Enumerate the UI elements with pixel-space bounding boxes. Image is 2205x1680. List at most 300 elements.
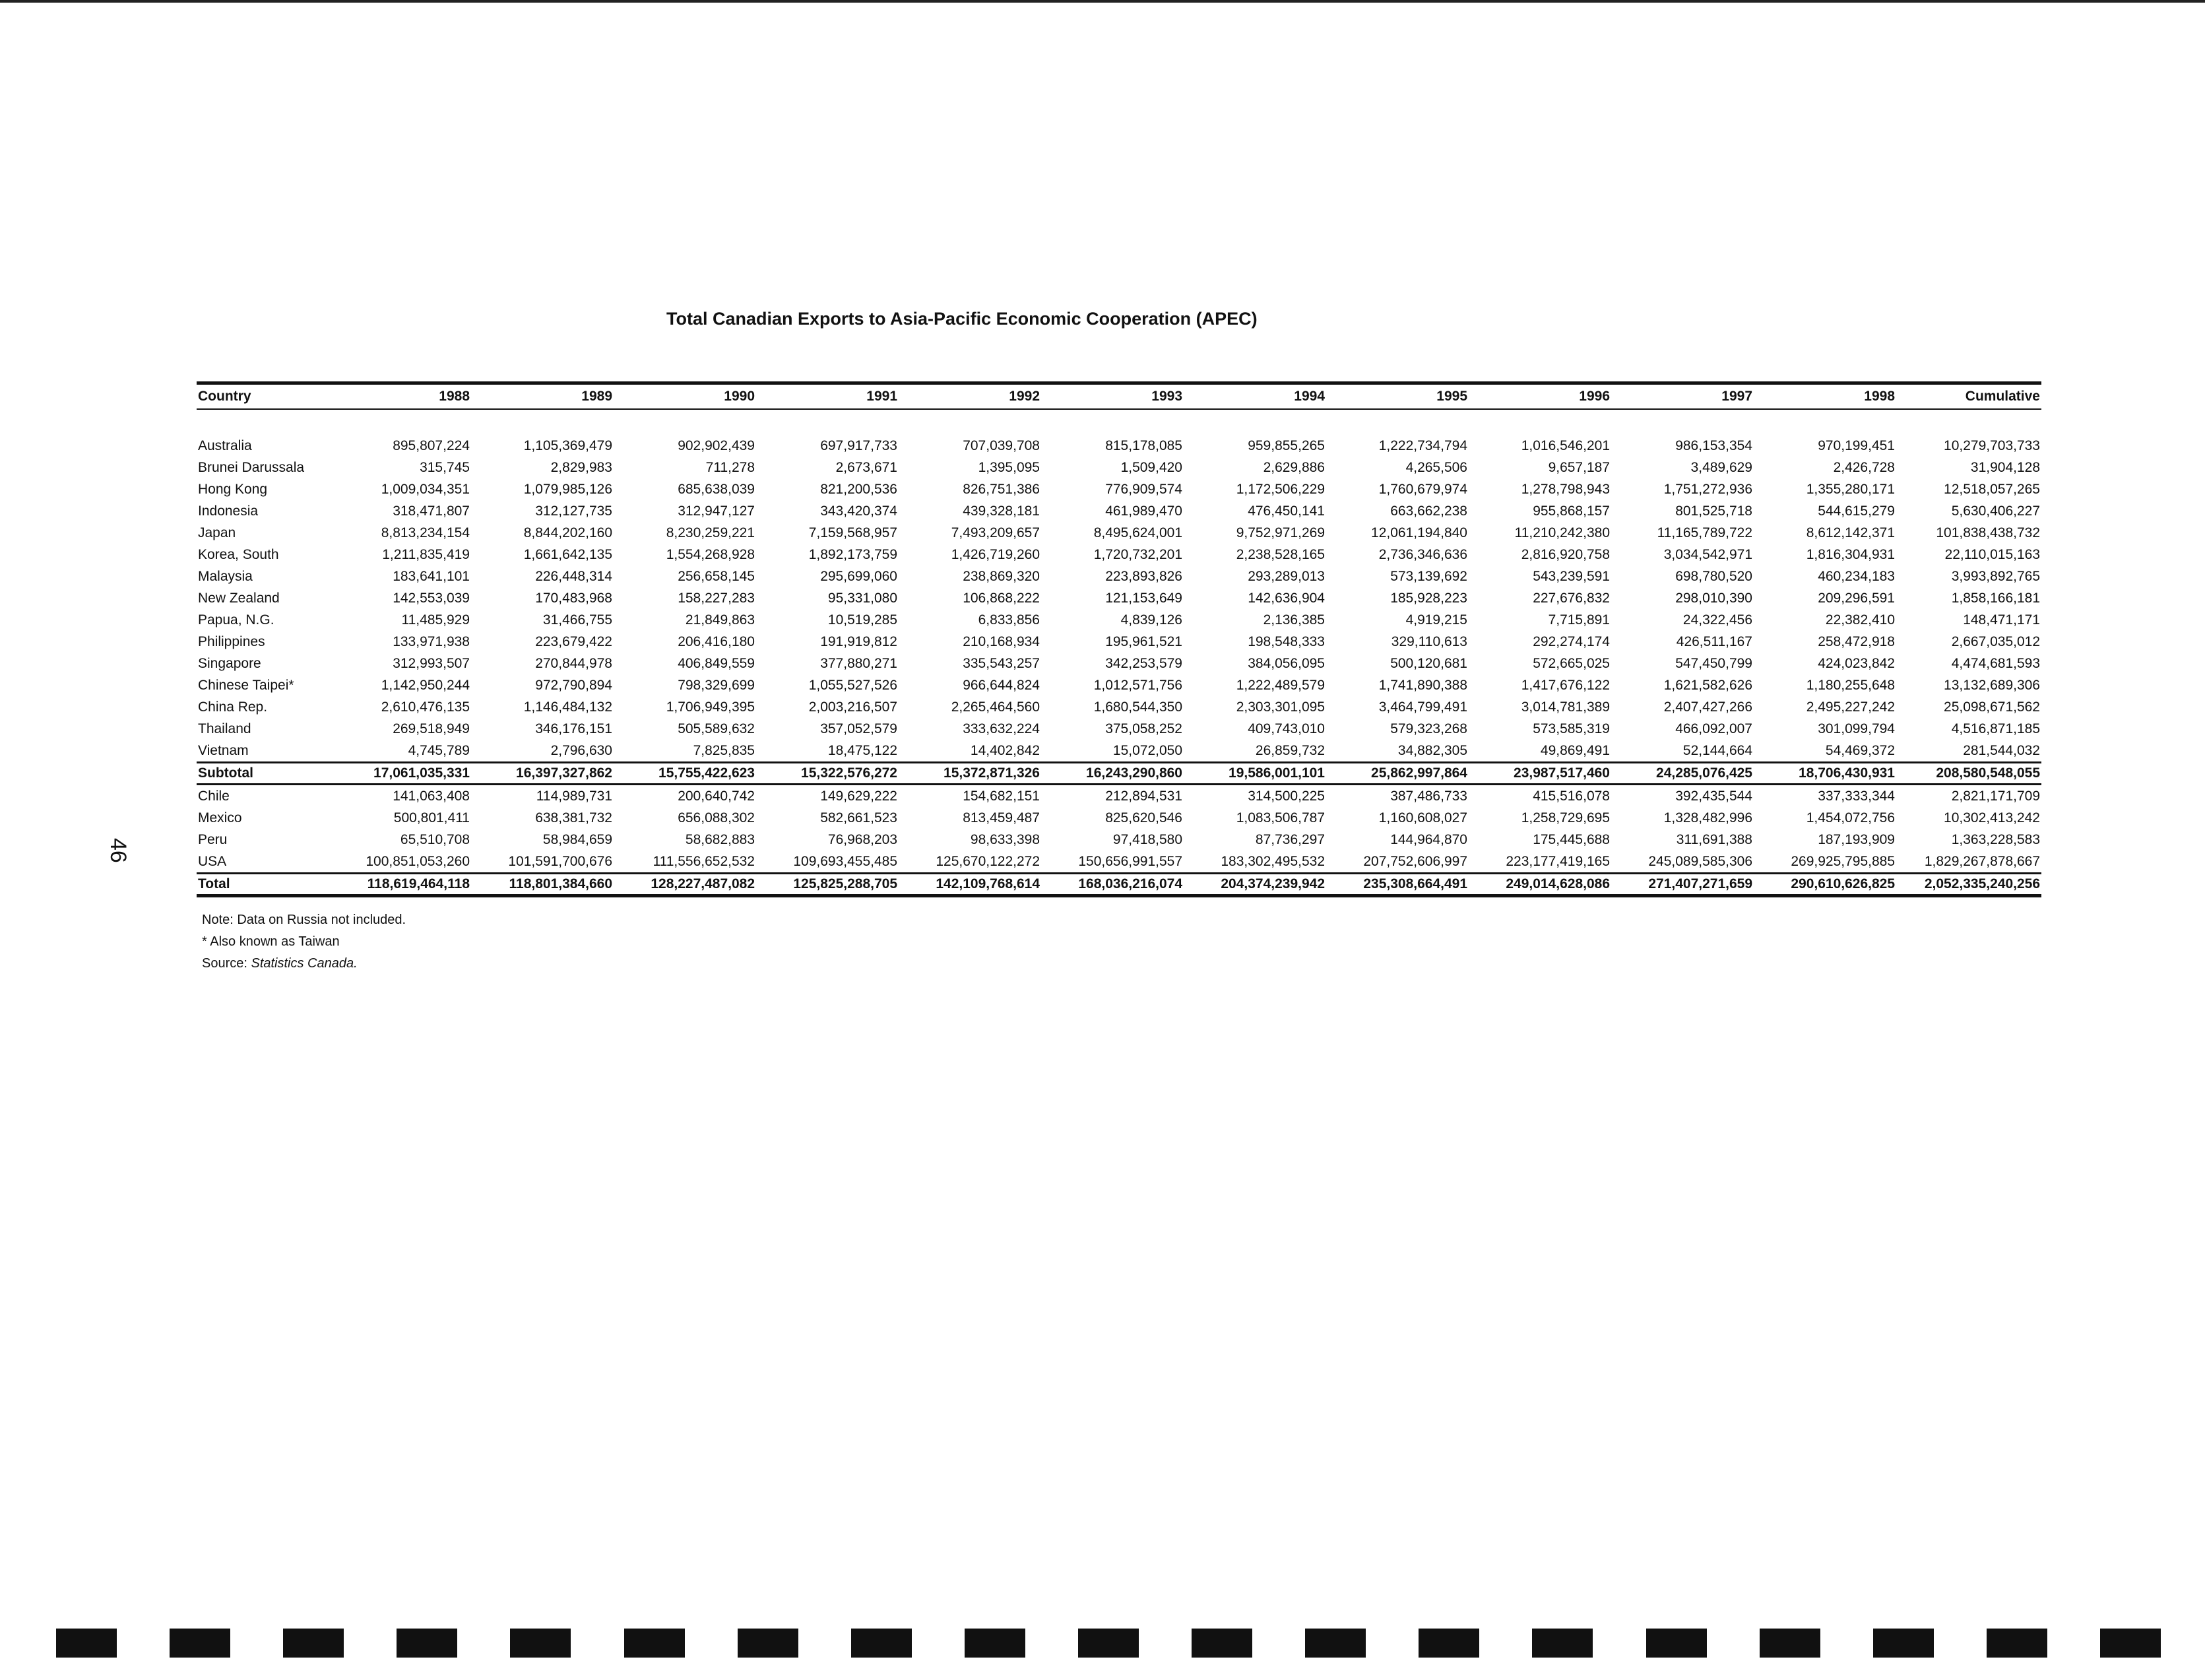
value-cell: 573,139,692: [1390, 568, 1467, 584]
value-cell: 1,222,489,579: [1236, 677, 1325, 693]
value-cell: 12,518,057,265: [1944, 481, 2040, 497]
value-cell: 15,372,871,326: [899, 763, 1041, 785]
value-cell: 415,516,078: [1533, 788, 1610, 804]
value-cell: 16,397,327,862: [471, 763, 614, 785]
value-cell: 312,127,735: [535, 503, 612, 519]
country-cell: Philippines: [198, 633, 265, 649]
value-cell: 1,680,544,350: [1093, 699, 1182, 715]
value-cell: 195,961,521: [1105, 633, 1182, 649]
value-cell: 711,278: [705, 459, 755, 475]
page-title: Total Canadian Exports to Asia-Pacific Economic Cooperation (APEC): [666, 309, 1258, 329]
registration-mark: [170, 1629, 230, 1658]
value-cell: 281,544,032: [1963, 742, 2040, 758]
table-row: [197, 674, 2041, 696]
registration-mark: [738, 1629, 798, 1658]
value-cell: 238,869,320: [963, 568, 1040, 584]
value-cell: 98,633,398: [970, 831, 1040, 847]
registration-mark: [1873, 1629, 1934, 1658]
value-cell: 2,736,346,636: [1378, 546, 1467, 562]
registration-mark: [2100, 1629, 2161, 1658]
registration-mark: [1987, 1629, 2047, 1658]
value-cell: 97,418,580: [1112, 831, 1182, 847]
registration-mark: [1078, 1629, 1139, 1658]
value-cell: 209,296,591: [1818, 590, 1895, 606]
country-cell: Total: [197, 874, 329, 896]
value-cell: 49,869,491: [1540, 742, 1610, 758]
value-cell: 2,829,983: [550, 459, 612, 475]
value-cell: 269,925,795,885: [1791, 853, 1895, 869]
registration-mark: [56, 1629, 117, 1658]
total-row: [197, 874, 2041, 896]
value-cell: 200,640,742: [678, 788, 755, 804]
value-cell: 959,855,265: [1248, 437, 1325, 453]
value-cell: 342,253,579: [1105, 655, 1182, 671]
value-cell: 972,790,894: [535, 677, 612, 693]
value-cell: 293,289,013: [1248, 568, 1325, 584]
value-cell: 970,199,451: [1818, 437, 1895, 453]
page-number: 46: [106, 838, 131, 863]
registration-mark: [397, 1629, 457, 1658]
value-cell: 298,010,390: [1675, 590, 1752, 606]
value-cell: 813,459,487: [963, 810, 1040, 825]
value-cell: 685,638,039: [678, 481, 755, 497]
value-cell: 142,109,768,614: [899, 874, 1041, 896]
country-cell: Vietnam: [198, 742, 249, 758]
value-cell: 384,056,095: [1248, 655, 1325, 671]
value-cell: 476,450,141: [1248, 503, 1325, 519]
value-cell: 1,105,369,479: [523, 437, 612, 453]
value-cell: 697,917,733: [820, 437, 897, 453]
value-cell: 24,322,456: [1682, 612, 1752, 628]
value-cell: 101,838,438,732: [1936, 525, 2040, 540]
value-cell: 208,580,548,055: [1896, 763, 2041, 785]
value-cell: 439,328,181: [963, 503, 1040, 519]
source-label: Source:: [202, 956, 251, 971]
value-cell: 3,014,781,389: [1521, 699, 1610, 715]
value-cell: 656,088,302: [678, 810, 755, 825]
note-russia: Note: Data on Russia not included.: [202, 913, 406, 927]
source-name: Statistics Canada.: [251, 956, 358, 971]
value-cell: 150,656,991,557: [1078, 853, 1182, 869]
exports-table-container: [197, 381, 2041, 897]
value-cell: 295,699,060: [820, 568, 897, 584]
country-cell: Singapore: [198, 655, 261, 671]
registration-mark: [510, 1629, 571, 1658]
value-cell: 9,657,187: [1548, 459, 1610, 475]
value-cell: 826,751,386: [963, 481, 1040, 497]
value-cell: 21,849,863: [685, 612, 755, 628]
value-cell: 118,619,464,118: [329, 874, 471, 896]
table-row: [197, 565, 2041, 587]
value-cell: 895,807,224: [393, 437, 470, 453]
value-cell: 1,172,506,229: [1236, 481, 1325, 497]
value-cell: 3,993,892,765: [1951, 568, 2040, 584]
column-header-1996: 1996: [1469, 383, 1611, 410]
value-cell: 638,381,732: [535, 810, 612, 825]
value-cell: 158,227,283: [678, 590, 755, 606]
value-cell: 25,862,997,864: [1326, 763, 1469, 785]
value-cell: 16,243,290,860: [1041, 763, 1184, 785]
value-cell: 392,435,544: [1675, 788, 1752, 804]
value-cell: 337,333,344: [1818, 788, 1895, 804]
value-cell: 1,055,527,526: [808, 677, 897, 693]
value-cell: 2,303,301,095: [1236, 699, 1325, 715]
country-cell: Peru: [198, 831, 228, 847]
value-cell: 500,120,681: [1390, 655, 1467, 671]
value-cell: 1,621,582,626: [1663, 677, 1752, 693]
value-cell: 101,591,700,676: [508, 853, 612, 869]
value-cell: 4,745,789: [408, 742, 470, 758]
value-cell: 409,743,010: [1248, 721, 1325, 736]
value-cell: 25,098,671,562: [1944, 699, 2040, 715]
value-cell: 125,670,122,272: [936, 853, 1040, 869]
value-cell: 10,302,413,242: [1944, 810, 2040, 825]
value-cell: 2,796,630: [550, 742, 612, 758]
value-cell: 1,858,166,181: [1951, 590, 2040, 606]
registration-mark: [1305, 1629, 1366, 1658]
column-header-1990: 1990: [614, 383, 756, 410]
registration-mark: [283, 1629, 344, 1658]
column-header-cumulative: Cumulative: [1896, 383, 2041, 410]
registration-mark: [965, 1629, 1025, 1658]
value-cell: 2,426,728: [1833, 459, 1895, 475]
value-cell: 31,466,755: [542, 612, 612, 628]
value-cell: 2,136,385: [1263, 612, 1325, 628]
value-cell: 227,676,832: [1533, 590, 1610, 606]
value-cell: 210,168,934: [963, 633, 1040, 649]
country-cell: Malaysia: [198, 568, 253, 584]
table-row: [197, 829, 2041, 851]
value-cell: 19,586,001,101: [1184, 763, 1326, 785]
value-cell: 1,760,679,974: [1378, 481, 1467, 497]
value-cell: 191,919,812: [820, 633, 897, 649]
column-header-1995: 1995: [1326, 383, 1469, 410]
value-cell: 1,751,272,936: [1663, 481, 1752, 497]
value-cell: 271,407,271,659: [1611, 874, 1754, 896]
value-cell: 226,448,314: [535, 568, 612, 584]
value-cell: 2,238,528,165: [1236, 546, 1325, 562]
value-cell: 572,665,025: [1533, 655, 1610, 671]
value-cell: 500,801,411: [393, 810, 470, 825]
table-row: [197, 740, 2041, 763]
value-cell: 2,052,335,240,256: [1896, 874, 2041, 896]
value-cell: 1,720,732,201: [1093, 546, 1182, 562]
subtotal-row: [197, 763, 2041, 785]
value-cell: 1,892,173,759: [808, 546, 897, 562]
value-cell: 1,211,835,419: [382, 546, 470, 562]
spacer-row: [197, 409, 2041, 435]
value-cell: 1,009,034,351: [381, 481, 470, 497]
country-cell: Brunei Darussala: [198, 459, 305, 475]
value-cell: 2,673,671: [835, 459, 897, 475]
header-row: [197, 383, 2041, 410]
value-cell: 1,222,734,794: [1378, 437, 1467, 453]
value-cell: 4,516,871,185: [1951, 721, 2040, 736]
value-cell: 2,610,476,135: [381, 699, 470, 715]
value-cell: 2,265,464,560: [951, 699, 1040, 715]
value-cell: 185,928,223: [1390, 590, 1467, 606]
value-cell: 466,092,007: [1675, 721, 1752, 736]
value-cell: 34,882,305: [1397, 742, 1467, 758]
value-cell: 12,061,194,840: [1371, 525, 1467, 540]
table-row: [197, 587, 2041, 609]
value-cell: 4,839,126: [1120, 612, 1182, 628]
value-cell: 100,851,053,260: [366, 853, 470, 869]
value-cell: 11,165,789,722: [1657, 525, 1752, 540]
value-cell: 825,620,546: [1105, 810, 1182, 825]
column-header-1992: 1992: [899, 383, 1041, 410]
country-cell: Korea, South: [198, 546, 279, 562]
value-cell: 23,987,517,460: [1469, 763, 1611, 785]
column-header-1988: 1988: [329, 383, 471, 410]
value-cell: 18,475,122: [827, 742, 897, 758]
value-cell: 15,322,576,272: [756, 763, 899, 785]
value-cell: 1,180,255,648: [1806, 677, 1895, 693]
value-cell: 14,402,842: [970, 742, 1040, 758]
value-cell: 1,278,798,943: [1521, 481, 1610, 497]
value-cell: 2,003,216,507: [808, 699, 897, 715]
value-cell: 2,667,035,012: [1951, 633, 2040, 649]
column-header-1997: 1997: [1611, 383, 1754, 410]
value-cell: 183,302,495,532: [1221, 853, 1325, 869]
value-cell: 573,585,319: [1533, 721, 1610, 736]
value-cell: 26,859,732: [1255, 742, 1325, 758]
value-cell: 776,909,574: [1105, 481, 1182, 497]
value-cell: 187,193,909: [1818, 831, 1895, 847]
value-cell: 329,110,613: [1391, 633, 1467, 649]
value-cell: 966,644,824: [963, 677, 1040, 693]
value-cell: 8,495,624,001: [1093, 525, 1182, 540]
value-cell: 9,752,971,269: [1236, 525, 1325, 540]
exports-table: [197, 381, 2041, 897]
value-cell: 128,227,487,082: [614, 874, 756, 896]
note-taiwan: * Also known as Taiwan: [202, 934, 340, 949]
value-cell: 579,323,268: [1390, 721, 1467, 736]
value-cell: 8,844,202,160: [523, 525, 612, 540]
value-cell: 4,919,215: [1405, 612, 1467, 628]
value-cell: 183,641,101: [393, 568, 470, 584]
value-cell: 1,417,676,122: [1521, 677, 1610, 693]
value-cell: 582,661,523: [820, 810, 897, 825]
value-cell: 154,682,151: [963, 788, 1040, 804]
value-cell: 7,825,835: [693, 742, 755, 758]
value-cell: 106,868,222: [963, 590, 1040, 606]
value-cell: 3,034,542,971: [1663, 546, 1752, 562]
value-cell: 547,450,799: [1675, 655, 1752, 671]
value-cell: 207,752,606,997: [1363, 853, 1467, 869]
table-row: [197, 544, 2041, 565]
value-cell: 312,947,127: [678, 503, 755, 519]
value-cell: 7,715,891: [1548, 612, 1610, 628]
value-cell: 22,110,015,163: [1944, 546, 2040, 562]
value-cell: 387,486,733: [1390, 788, 1467, 804]
value-cell: 17,061,035,331: [329, 763, 471, 785]
value-cell: 955,868,157: [1533, 503, 1610, 519]
country-cell: Chile: [198, 788, 230, 804]
country-cell: Hong Kong: [198, 481, 268, 497]
value-cell: 142,553,039: [393, 590, 470, 606]
value-cell: 301,099,794: [1818, 721, 1895, 736]
value-cell: 121,153,649: [1105, 590, 1182, 606]
value-cell: 206,416,180: [678, 633, 755, 649]
value-cell: 1,328,482,996: [1663, 810, 1752, 825]
value-cell: 4,474,681,593: [1951, 655, 2040, 671]
value-cell: 10,519,285: [827, 612, 897, 628]
value-cell: 7,159,568,957: [808, 525, 897, 540]
value-cell: 292,274,174: [1533, 633, 1610, 649]
value-cell: 204,374,239,942: [1184, 874, 1326, 896]
value-cell: 175,445,688: [1533, 831, 1610, 847]
table-row: [197, 653, 2041, 674]
value-cell: 1,426,719,260: [951, 546, 1040, 562]
value-cell: 2,629,886: [1263, 459, 1325, 475]
table-row: [197, 785, 2041, 808]
table-row: [197, 696, 2041, 718]
value-cell: 544,615,279: [1818, 503, 1895, 519]
value-cell: 8,230,259,221: [666, 525, 755, 540]
value-cell: 1,554,268,928: [666, 546, 755, 562]
table-row: [197, 807, 2041, 829]
table-row: [197, 435, 2041, 457]
value-cell: 54,469,372: [1825, 742, 1895, 758]
table-row: [197, 522, 2041, 544]
value-cell: 15,072,050: [1112, 742, 1182, 758]
value-cell: 1,146,484,132: [523, 699, 612, 715]
country-cell: Australia: [198, 437, 252, 453]
table-row: [197, 718, 2041, 740]
value-cell: 111,556,652,532: [653, 853, 755, 869]
value-cell: 245,089,585,306: [1648, 853, 1752, 869]
value-cell: 95,331,080: [827, 590, 897, 606]
value-cell: 1,160,608,027: [1378, 810, 1467, 825]
value-cell: 290,610,626,825: [1754, 874, 1896, 896]
value-cell: 223,177,419,165: [1506, 853, 1610, 869]
value-cell: 148,471,171: [1963, 612, 2040, 628]
value-cell: 76,968,203: [827, 831, 897, 847]
table-body: [197, 409, 2041, 896]
column-header-1994: 1994: [1184, 383, 1326, 410]
value-cell: 133,971,938: [393, 633, 470, 649]
value-cell: 1,142,950,244: [381, 677, 470, 693]
column-header-1991: 1991: [756, 383, 899, 410]
table-row: [197, 631, 2041, 653]
value-cell: 1,079,985,126: [523, 481, 612, 497]
source-note: [202, 953, 406, 975]
value-cell: 52,144,664: [1682, 742, 1752, 758]
table-header: [197, 383, 2041, 410]
value-cell: 3,489,629: [1690, 459, 1752, 475]
value-cell: 1,016,546,201: [1521, 437, 1610, 453]
value-cell: 311,691,388: [1676, 831, 1752, 847]
value-cell: 801,525,718: [1675, 503, 1752, 519]
value-cell: 3,464,799,491: [1378, 699, 1467, 715]
country-cell: Japan: [198, 525, 236, 540]
value-cell: 707,039,708: [963, 437, 1040, 453]
value-cell: 22,382,410: [1825, 612, 1895, 628]
value-cell: 1,661,642,135: [523, 546, 612, 562]
value-cell: 461,989,470: [1105, 503, 1182, 519]
value-cell: 1,258,729,695: [1521, 810, 1610, 825]
value-cell: 1,363,228,583: [1951, 831, 2040, 847]
registration-mark: [624, 1629, 685, 1658]
value-cell: 141,063,408: [393, 788, 470, 804]
value-cell: 343,420,374: [820, 503, 897, 519]
value-cell: 1,012,571,756: [1093, 677, 1182, 693]
value-cell: 314,500,225: [1248, 788, 1325, 804]
value-cell: 31,904,128: [1970, 459, 2040, 475]
country-cell: USA: [198, 853, 227, 869]
value-cell: 1,395,095: [978, 459, 1040, 475]
value-cell: 270,844,978: [535, 655, 612, 671]
country-cell: New Zealand: [198, 590, 280, 606]
country-cell: China Rep.: [198, 699, 268, 715]
value-cell: 149,629,222: [820, 788, 897, 804]
value-cell: 318,471,807: [393, 503, 470, 519]
registration-mark: [1419, 1629, 1479, 1658]
value-cell: 2,816,920,758: [1521, 546, 1610, 562]
value-cell: 58,984,659: [542, 831, 612, 847]
value-cell: 58,682,883: [685, 831, 755, 847]
value-cell: 346,176,151: [535, 721, 612, 736]
value-cell: 170,483,968: [535, 590, 612, 606]
table-row: [197, 457, 2041, 478]
value-cell: 460,234,183: [1818, 568, 1895, 584]
value-cell: 256,658,145: [678, 568, 755, 584]
table-row: [197, 478, 2041, 500]
country-cell: Papua, N.G.: [198, 612, 274, 628]
table-row: [197, 500, 2041, 522]
spacer-cell: [197, 409, 2041, 435]
value-cell: 375,058,252: [1105, 721, 1182, 736]
value-cell: 15,755,422,623: [614, 763, 756, 785]
value-cell: 249,014,628,086: [1469, 874, 1611, 896]
column-header-1989: 1989: [471, 383, 614, 410]
value-cell: 333,632,224: [963, 721, 1040, 736]
top-border-rule: [0, 0, 2205, 3]
value-cell: 168,036,216,074: [1041, 874, 1184, 896]
value-cell: 815,178,085: [1105, 437, 1182, 453]
value-cell: 118,801,384,660: [471, 874, 614, 896]
value-cell: 13,132,689,306: [1944, 677, 2040, 693]
value-cell: 663,662,238: [1390, 503, 1467, 519]
value-cell: 1,706,949,395: [666, 699, 755, 715]
value-cell: 505,589,632: [678, 721, 755, 736]
value-cell: 698,780,520: [1675, 568, 1752, 584]
table-row: [197, 609, 2041, 631]
value-cell: 11,485,929: [401, 612, 470, 628]
country-cell: Thailand: [198, 721, 251, 736]
value-cell: 24,285,076,425: [1611, 763, 1754, 785]
value-cell: 1,741,890,388: [1378, 677, 1467, 693]
registration-mark: [1760, 1629, 1820, 1658]
value-cell: 7,493,209,657: [951, 525, 1040, 540]
country-cell: Indonesia: [198, 503, 259, 519]
value-cell: 2,821,171,709: [1951, 788, 2040, 804]
value-cell: 406,849,559: [678, 655, 755, 671]
value-cell: 902,902,439: [678, 437, 755, 453]
value-cell: 543,239,591: [1533, 568, 1610, 584]
registration-mark: [1646, 1629, 1707, 1658]
value-cell: 8,612,142,371: [1806, 525, 1895, 540]
value-cell: 2,495,227,242: [1806, 699, 1895, 715]
value-cell: 144,964,870: [1390, 831, 1467, 847]
value-cell: 258,472,918: [1818, 633, 1895, 649]
value-cell: 11,210,242,380: [1514, 525, 1610, 540]
value-cell: 18,706,430,931: [1754, 763, 1896, 785]
value-cell: 125,825,288,705: [756, 874, 899, 896]
value-cell: 65,510,708: [400, 831, 470, 847]
value-cell: 986,153,354: [1675, 437, 1752, 453]
